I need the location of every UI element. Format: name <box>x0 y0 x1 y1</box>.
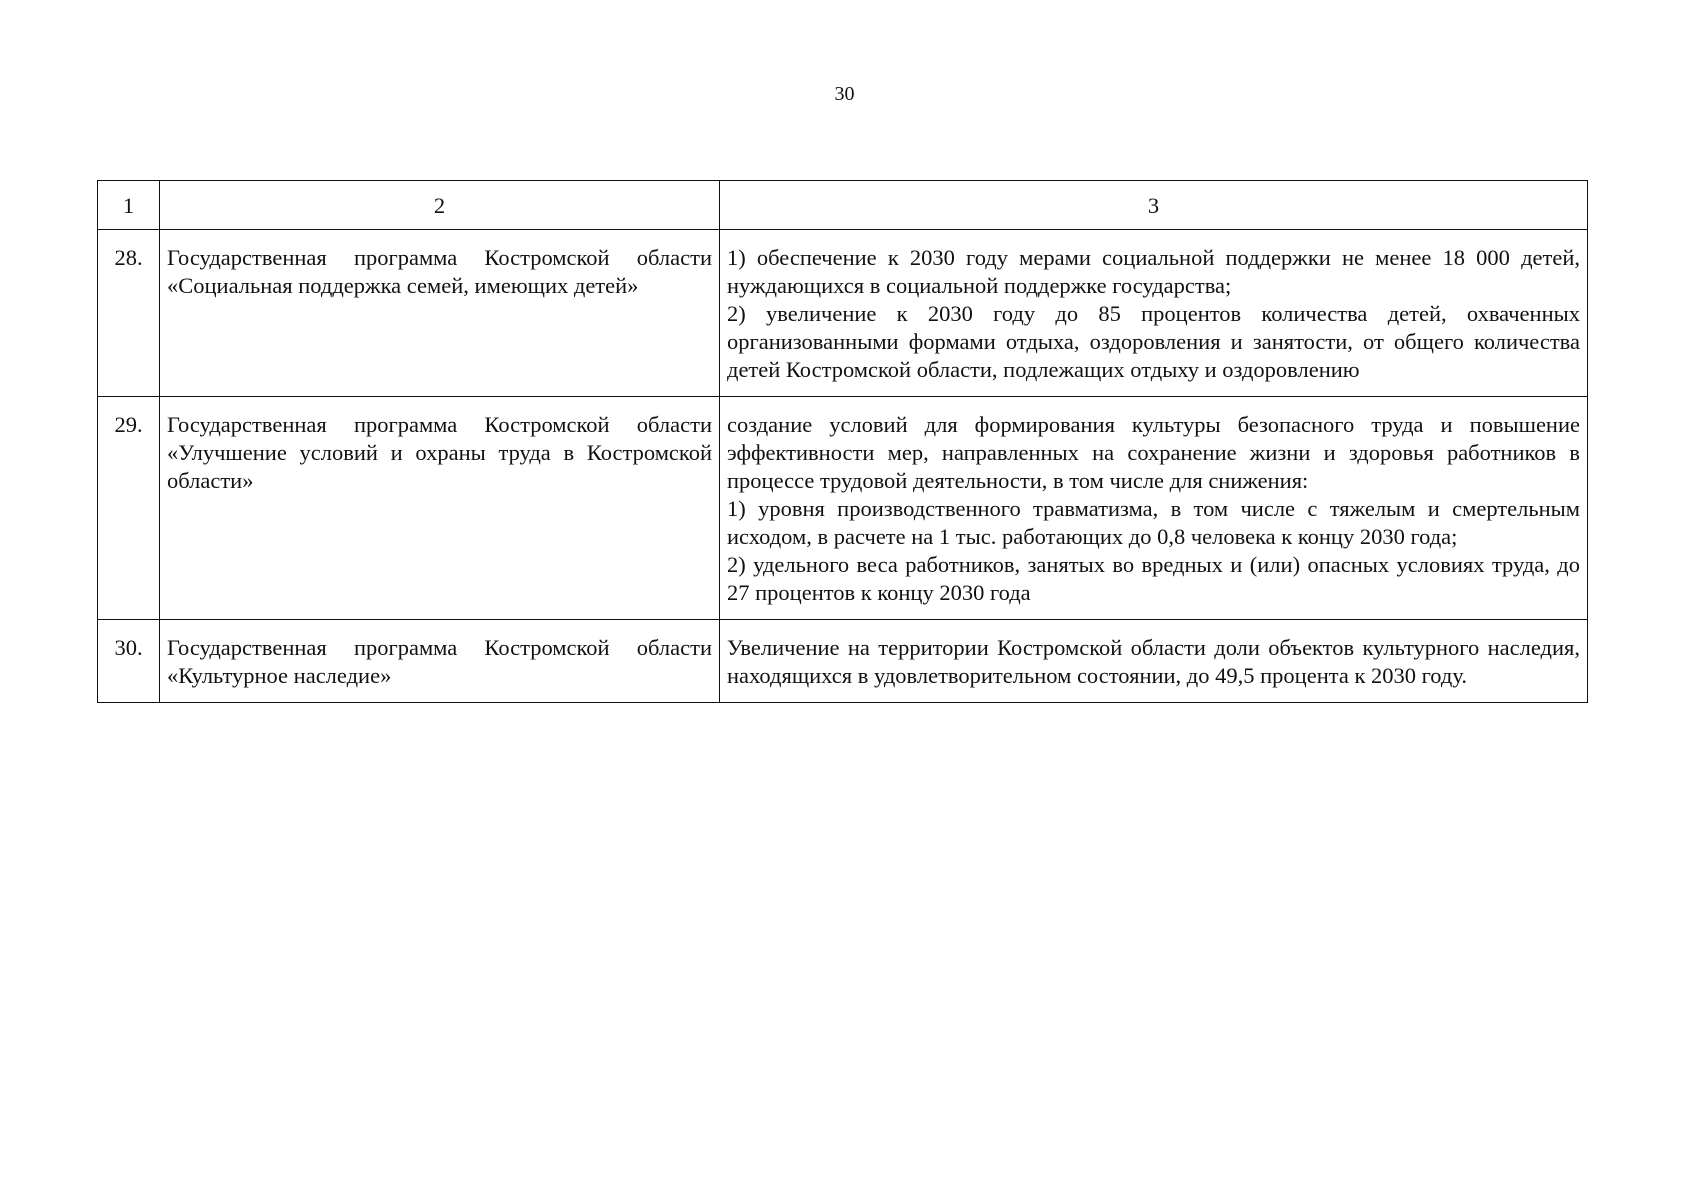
program-name: Государственная программа Костромской области «Улучшение условий и охраны труда в Костромской области» <box>160 397 720 620</box>
table-header-row <box>98 181 1588 230</box>
program-name: Государственная программа Костромской области «Социальная поддержка семей, имеющих детей» <box>160 230 720 397</box>
table-row <box>98 620 1588 703</box>
program-goals <box>720 397 1588 620</box>
program-goals <box>720 230 1588 397</box>
column-header-3: 3 <box>720 181 1588 230</box>
table-row <box>98 230 1588 397</box>
row-number: 30. <box>98 620 160 703</box>
programs-table <box>97 180 1588 703</box>
goal-paragraph: 2) увеличение к 2030 году до 85 процентов количества детей, охваченных организованными формами отдыха, оздоровления и занятости, от общего количества детей Костромской области, подлежащих отдыху и оздоровлению <box>727 301 1580 382</box>
column-header-1: 1 <box>98 181 160 230</box>
page-number: 30 <box>834 83 855 105</box>
goal-paragraph: создание условий для формирования культуры безопасного труда и повышение эффективности мер, направленных на сохранение жизни и здоровья работников в процессе трудовой деятельности, в том числе для снижения: <box>727 412 1580 493</box>
row-number: 29. <box>98 397 160 620</box>
program-goals <box>720 620 1588 703</box>
goal-paragraph: 1) обеспечение к 2030 году мерами социальной поддержки не менее 18 000 детей, нуждающихся в социальной поддержке государства; <box>727 245 1580 298</box>
program-name: Государственная программа Костромской области «Культурное наследие» <box>160 620 720 703</box>
column-header-2: 2 <box>160 181 720 230</box>
goal-paragraph: 2) удельного веса работников, занятых во вредных и (или) опасных условиях труда, до 27 процентов к концу 2030 года <box>727 552 1580 605</box>
goal-paragraph: Увеличение на территории Костромской области доли объектов культурного наследия, находящихся в удовлетворительном состоянии, до 49,5 процента к 2030 году. <box>727 635 1580 688</box>
goal-paragraph: 1) уровня производственного травматизма, в том числе с тяжелым и смертельным исходом, в расчете на 1 тыс. работающих до 0,8 человека к концу 2030 года; <box>727 496 1580 549</box>
table-row <box>98 397 1588 620</box>
row-number: 28. <box>98 230 160 397</box>
